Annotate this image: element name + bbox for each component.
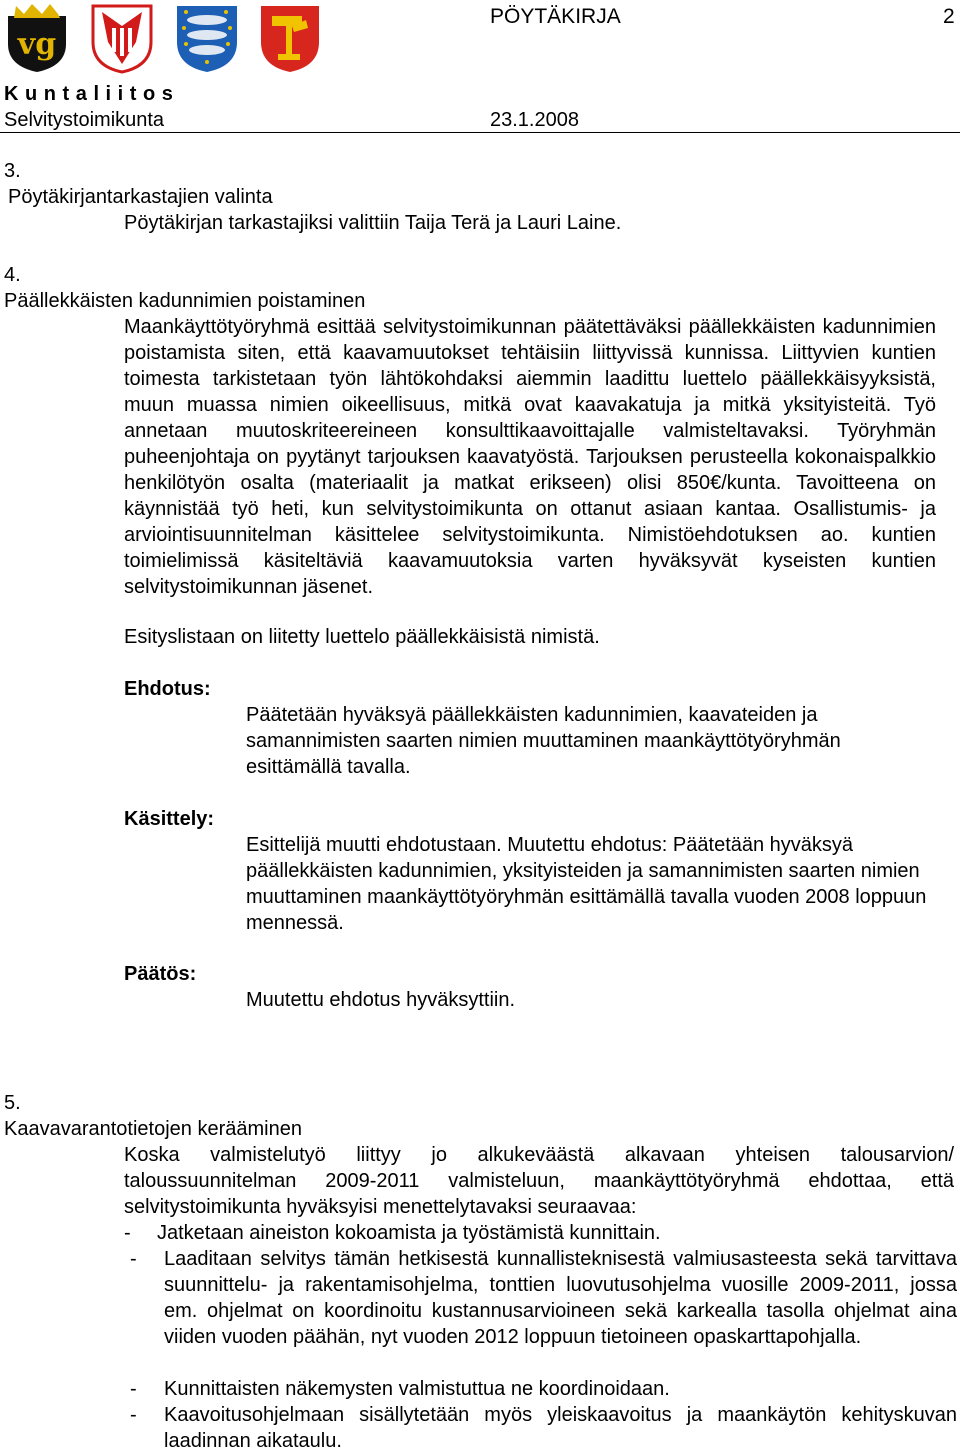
- section-3-number: 3.: [4, 160, 21, 182]
- bullet-item: Kaavoitusohjelmaan sisällytetään myös yleiskaavoitus ja maankäytön kehityskuvan laadinnan aikataulu.: [164, 1404, 957, 1452]
- organization-name: K u n t a l i i t o s: [4, 83, 174, 105]
- bullet-marker: -: [130, 1404, 137, 1426]
- section-3-title: Pöytäkirjantarkastajien valinta: [8, 186, 273, 208]
- svg-text:vg: vg: [17, 27, 57, 62]
- bullet-marker: -: [130, 1248, 137, 1270]
- section-5-intro: Koska valmistelutyö liittyy jo alkukeväästä alkavaan yhteisen talousarvion/ taloussuunnitelman 2009-2011 valmisteluun, maankäyttötyöryhmä ehdottaa, että selvitystoimikunta hyväksyisi menettelytavaksi seuraavaa:: [124, 1144, 954, 1218]
- attachment-note: Esityslistaan on liitetty luettelo päällekkäisistä nimistä.: [124, 626, 600, 648]
- handling-label: Käsittely:: [124, 808, 215, 830]
- header-divider: [0, 132, 960, 133]
- document-type: PÖYTÄKIRJA: [490, 5, 621, 28]
- section-5-number: 5.: [4, 1092, 21, 1114]
- decision-text: Muutettu ehdotus hyväksyttiin.: [246, 989, 516, 1011]
- crest-red-gold-icon: [258, 2, 322, 74]
- bullet-item: Laaditaan selvitys tämän hetkisestä kunnallisteknisestä valmiusasteesta sekä tarvittava suunnittelu- ja rakentamisohjelma, tonttien luovutusohjelma vuosille 2009-2011, jossa em. ohjelmat on koordinoitu kustannusarvioineen sekä karkealla tasolla ohjelmat aina viiden vuoden päähän, nyt vuoden 2012 loppuun tietoineen opaskarttapohjalla.: [164, 1248, 957, 1348]
- section-3-text: Pöytäkirjan tarkastajiksi valittiin Taija Terä ja Lauri Laine.: [124, 212, 622, 234]
- proposal-text: Päätetään hyväksyä päällekkäisten kadunnimien, kaavateiden ja samannimisten saarten nimien muuttaminen maankäyttötyöryhmän esittämällä tavalla.: [246, 704, 841, 778]
- page-number: 2: [943, 5, 955, 28]
- crest-red-white-icon: [90, 2, 154, 74]
- section-5-title: Kaavavarantotietojen kerääminen: [4, 1118, 302, 1140]
- proposal-label: Ehdotus:: [124, 678, 211, 700]
- bullet-item: Jatketaan aineiston kokoamista ja työstämistä kunnittain.: [157, 1222, 661, 1244]
- bullet-marker: -: [124, 1222, 131, 1244]
- crest-vg-icon: [4, 2, 70, 74]
- bullet-item: Kunnittaisten näkemysten valmistuttua ne koordinoidaan.: [164, 1378, 670, 1400]
- handling-text: Esittelijä muutti ehdotustaan. Muutettu ehdotus: Päätetään hyväksyä päällekkäisten kadunnimien, yksityisteiden ja samannimisten saarten nimien muuttaminen maankäyttötyöryhmän esittämällä tavalla vuoden 2008 loppuun mennessä.: [246, 834, 927, 934]
- section-4-paragraph: Maankäyttötyöryhmä esittää selvitystoimikunnan päätettäväksi päällekkäisten kadunnimien poistamista siten, että kaavamuutokset tehtäisiin liittyvissä kunnissa. Liittyvien kuntien toimesta tarkistetaan työn lähtökohdaksi aiemmin laadittu luettelo päällekkäisyyksistä, muun muassa nimien oikeellisuus, mitkä ovat kaavakatuja ja mitkä yksityisteitä. Työ annetaan muutoskriteereineen konsulttikaavoittajalle valmisteltavaksi. Työryhmän puheenjohtaja on pyytänyt tarjouksen kaavatyöstä. Tarjouksen perusteella kokonaispalkkio henkilötyön osalta (materiaalit ja matkat erikseen) olisi 850€/kunta. Tavoitteena on käynnistää työ heti, kun selvitystoimikunta on ottanut asiaan kantaa. Osallistumis- ja arviointisuunnitelman käsittelee selvitystoimikunta. Nimistöehdotuksen ao. kuntien toimielimissä käsiteltäviä kaavamuutoksia varten hyväksyvät kyseisten kuntien selvitystoimikunnan jäsenet.: [124, 316, 936, 598]
- meeting-date: 23.1.2008: [490, 109, 579, 131]
- bullet-marker: -: [130, 1378, 137, 1400]
- committee-name: Selvitystoimikunta: [4, 109, 165, 131]
- crest-blue-fish-icon: [174, 2, 240, 74]
- decision-label: Päätös:: [124, 963, 197, 985]
- section-4-number: 4.: [4, 264, 21, 286]
- section-4-title: Päällekkäisten kadunnimien poistaminen: [4, 290, 366, 312]
